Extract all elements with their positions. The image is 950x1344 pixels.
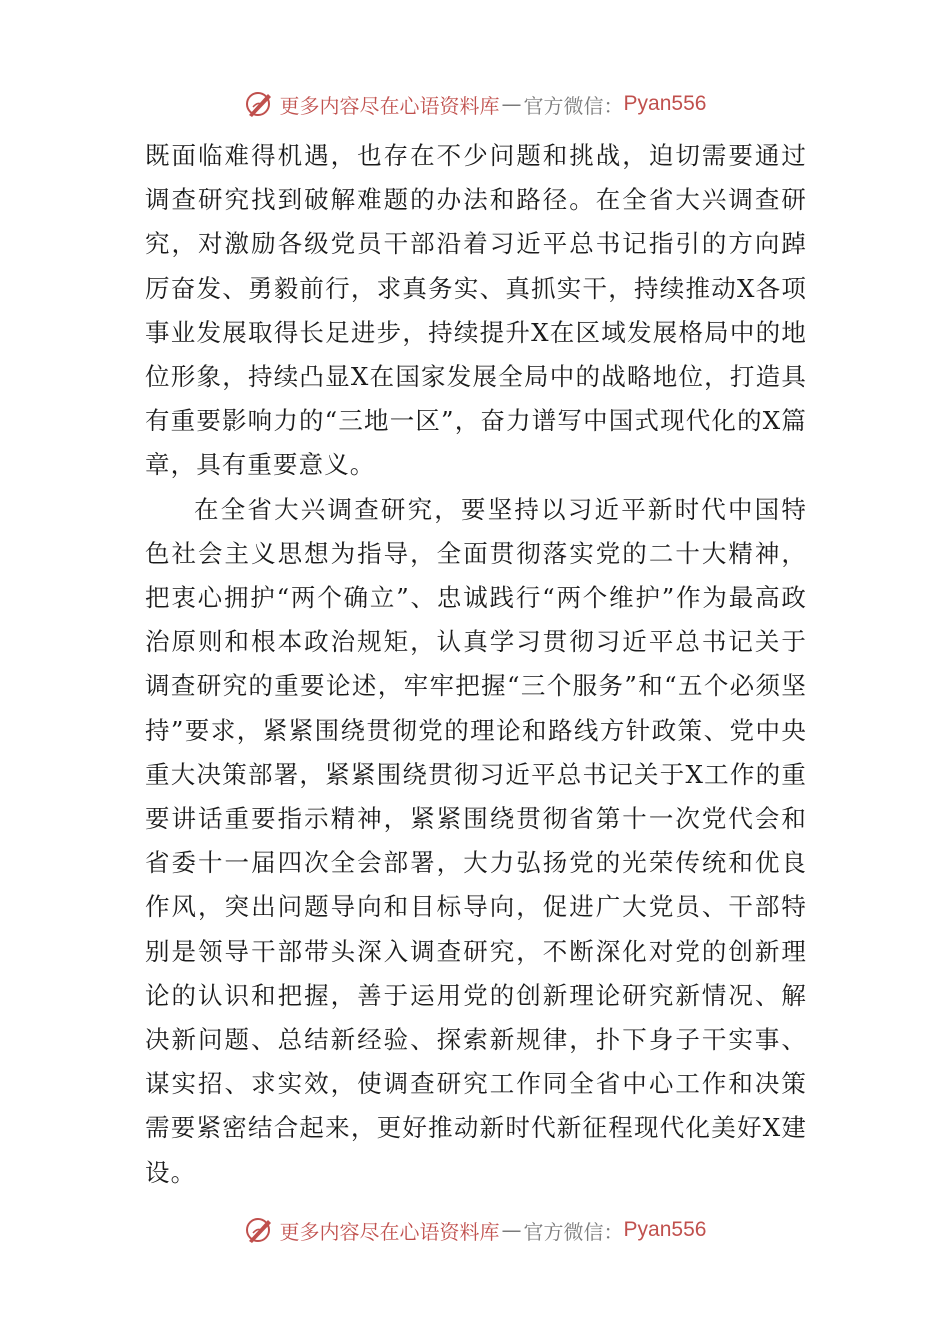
watermark-separator: — — [501, 92, 522, 116]
paragraph-guidance: 在全省大兴调查研究，要坚持以习近平新时代中国特色社会主义思想为指导，全面贯彻落实党的二十大精神，把衷心拥护“两个确立”、忠诚践行“两个维护”作为最高政治原则和根本政治规矩，认真学习贯彻习近平总书记关于调查研究的重要论述，牢牢把握“三个服务”和“五个必须坚持”要求，紧紧围绕贯彻党的理论和路线方针政策、党中央重大决策部署，紧紧围绕贯彻习近平总书记关于X工作的重要讲话重要指示精神，紧紧围绕贯彻省第十一次党代会和省委十一届四次全会部署，大力弘扬党的光荣传统和优良作风，突出问题导向和目标导向，促进广大党员、干部特别是领导干部带头深入调查研究，不断深化对党的创新理论的认识和把握，善于运用党的创新理论研究新情况、解决新问题、总结新经验、探索新规律，扑下身子干实事、谋实招、求实效，使调查研究工作同全省中心工作和决策需要紧密结合起来，更好推动新时代新征程现代化美好X建设。 — [145, 494, 807, 1187]
watermark-site-text: 更多内容尽在心语资料库 — [279, 1219, 500, 1244]
pen-logo-icon — [244, 89, 274, 119]
pen-logo-icon — [244, 1215, 274, 1245]
watermark-site-text: 更多内容尽在心语资料库 — [279, 93, 500, 118]
watermark-wechat-label: 官方微信： — [523, 93, 624, 118]
watermark-wechat-id: Pyan556 — [623, 92, 707, 115]
watermark-wechat-id: Pyan556 — [623, 1218, 707, 1241]
watermark-wechat-label: 官方微信： — [523, 1219, 624, 1244]
document-body — [145, 134, 807, 1195]
header-watermark — [0, 84, 950, 124]
paragraph-continued: 既面临难得机遇，也存在不少问题和挑战，迫切需要通过调查研究找到破解难题的办法和路径。在全省大兴调查研究，对激励各级党员干部沿着习近平总书记指引的方向踔厉奋发、勇毅前行，求真务实、真抓实干，持续推动X各项事业发展取得长足进步，持续提升X在区域发展格局中的地位形象，持续凸显X在国家发展全局中的战略地位，打造具有重要影响力的“三地一区”，奋力谱写中国式现代化的X篇章，具有重要意义。 — [145, 141, 807, 480]
watermark-separator: — — [501, 1218, 522, 1242]
footer-watermark — [0, 1210, 950, 1250]
